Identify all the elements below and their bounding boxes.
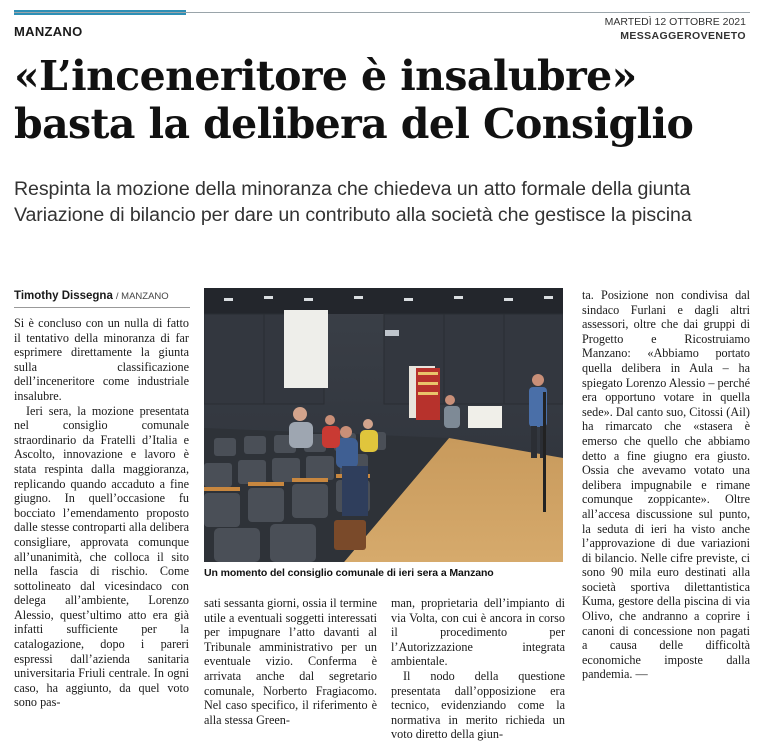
section-label: MANZANO (14, 24, 83, 39)
paragraph: Ieri sera, la mozione presentata nel consiglio comunale straordinario da Fratelli d’Italia e Ascolto, innovazione e lavoro è stata respinta dalla maggioranza, replicando quando accaduto a fine giugno. In quell’occasione fu bocciato l’emendamento proposto dalle stesse controparti alla delibera consigliare, approvata comunque all’unanimità, che colloca il sito nella fascia di rischio. Come sottolineato dal vicesindaco con delega all’ambiente, Lorenzo Alessio, quest’ultimo atto era già infatti sufficiente per la catalogazione, dopo i pareri espressi dall’azienda sanitaria universitaria Friuli centrale. In ogni caso, ha aggiunto, da quel voto sono pas- (14, 403, 189, 710)
byline-location: / MANZANO (115, 291, 169, 302)
paragraph: Il nodo della questione presentata dall’opposizione era tecnico, evidenziando come la normativa in merito richieda un voto diretto della giun- (391, 668, 565, 742)
paragraph: man, proprietaria dell’impianto di via Volta, con cui è ancora in corso il procedimento per l’Autorizzazione integrata ambientale. (391, 596, 565, 669)
council-meeting-photo (204, 288, 563, 562)
paragraph: sati sessanta giorni, ossia il termine utile a eventuali soggetti interessati per impugnare l’atto davanti al Tribunale amministrativo per un eventuale vizio. Conferma è arrivata anche dal segretario comunale, Norberto Fragiacomo. Nel caso specifico, il riferimento è alla stessa Green- (204, 596, 377, 727)
publication-name: MESSAGGEROVENETO (620, 30, 746, 42)
headline-line-1: «L’inceneritore è insalubre» (14, 52, 637, 100)
headline (14, 52, 754, 148)
subheadline (14, 176, 759, 228)
headline-line-2: basta la delibera del Consiglio (14, 100, 694, 148)
article-column-2 (204, 596, 377, 727)
photo-illustration (204, 288, 563, 562)
header-rule (14, 12, 750, 13)
paragraph: ta. Posizione non condivisa dal sindaco Furlani e dagli altri assessori, oltre che dai gruppi di Progetto e Ricostruiamo Manzano: «Abbiamo portato quella delibera in Aula – ha spiegato Lorenzo Alessio – perché era opportuno votare in quella sede». Dal canto suo, Citossi (Ail) ha rimarcato che «stasera è emerso che quello che abbiamo detto a fine giugno era giusto. Ossia che avevamo votato una delibera impugnabile e rimane comunque zoppicante». Oltre all’accesa discussione sul punto, la seduta di ieri ha visto anche l’approvazione di due variazioni di bilancio. Nelle cifre previste, ci sono 90 mila euro destinati alla società sportiva dilettantistica Kuma, gestore della piscina di via Olivo, che andranno a coprire i canoni di concessione non pagati a causa delle difficoltà economiche imposte dalla pandemia. — (582, 288, 750, 682)
issue-date: MARTEDÌ 12 OTTOBRE 2021 (604, 16, 746, 28)
article-column-4 (582, 288, 750, 682)
dateline (605, 15, 746, 43)
byline (14, 290, 190, 308)
article-column-1 (14, 316, 189, 710)
paragraph: Si è concluso con un nulla di fatto il tentativo della minoranza di far esprimere direttamente la giunta sulla classificazione dell’inceneritore come industriale insalubre. (14, 316, 189, 403)
photo-caption: Un momento del consiglio comunale di ieri sera a Manzano (204, 567, 494, 579)
author-name: Timothy Dissegna (14, 290, 113, 302)
article-column-3 (391, 596, 565, 742)
subheadline-line-1: Respinta la mozione della minoranza che chiedeva un atto formale della giunta (14, 178, 691, 200)
subheadline-line-2: Variazione di bilancio per dare un contributo alla società che gestisce la piscina (14, 204, 692, 226)
